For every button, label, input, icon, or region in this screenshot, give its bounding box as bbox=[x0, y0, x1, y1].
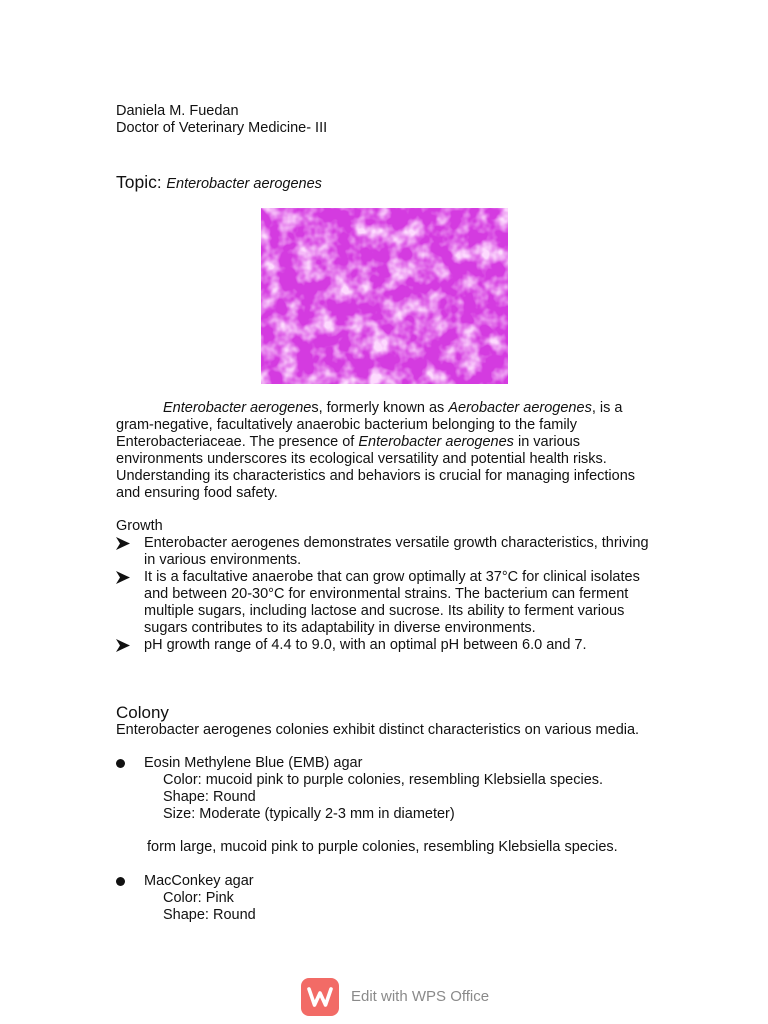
bullet-dot-icon bbox=[116, 877, 125, 886]
author-program: Doctor of Veterinary Medicine- III bbox=[116, 120, 328, 136]
macconkey-agar-block bbox=[116, 873, 676, 924]
wps-label: Edit with WPS Office bbox=[351, 988, 490, 1005]
growth-list bbox=[116, 535, 656, 654]
topic-line bbox=[116, 172, 322, 194]
topic-label: Topic bbox=[116, 172, 157, 192]
emb-color: Color: mucoid pink to purple colonies, resembling Klebsiella species. bbox=[163, 772, 604, 788]
macconkey-color: Color: Pink bbox=[163, 890, 234, 906]
arrow-bullet-icon bbox=[116, 537, 130, 550]
intro-italic-3: Enterobacter aerogenes bbox=[358, 434, 514, 450]
arrow-bullet-icon bbox=[116, 571, 130, 584]
emb-shape: Shape: Round bbox=[163, 789, 256, 805]
bullet-dot-icon bbox=[116, 759, 125, 768]
wps-logo-icon bbox=[301, 978, 339, 1016]
emb-agar-name: Eosin Methylene Blue (EMB) agar bbox=[116, 755, 676, 772]
intro-text-2: , is a gram-negative, facultatively anaerobic bacterium belonging to the family Enterobacteriaceae. The presence of bbox=[116, 400, 623, 450]
emb-agar-block bbox=[116, 755, 676, 823]
author-name: Daniela M. Fuedan bbox=[116, 103, 239, 119]
author-block bbox=[116, 103, 327, 137]
intro-paragraph bbox=[116, 400, 656, 502]
topic-colon: : bbox=[156, 173, 162, 192]
edit-with-wps-button[interactable] bbox=[301, 978, 501, 1018]
emb-size: Size: Moderate (typically 2-3 mm in diameter) bbox=[163, 806, 455, 822]
colony-note: form large, mucoid pink to purple colonies, resembling Klebsiella species. bbox=[147, 839, 618, 855]
intro-text-3: in various environments underscores its ecological versatility and potential health risks. Understanding its characteristics and behaviors is crucial for managing infections and ensuring food safety. bbox=[116, 434, 636, 501]
colony-intro: Enterobacter aerogenes colonies exhibit distinct characteristics on various media. bbox=[116, 722, 640, 738]
intro-text-1: s, formerly known as bbox=[311, 400, 449, 416]
list-item: pH growth range of 4.4 to 9.0, with an optimal pH between 6.0 and 7. bbox=[116, 637, 656, 654]
growth-heading: Growth bbox=[116, 518, 163, 534]
macconkey-agar-name: MacConkey agar bbox=[116, 873, 676, 890]
list-item: It is a facultative anaerobe that can grow optimally at 37°C for clinical isolates and between 20-30°C for environmental strains. The bacterium can ferment multiple sugars, including lactose and sucrose. Its ability to ferment various sugars contributes to its adaptability in diverse environments. bbox=[116, 569, 656, 637]
macconkey-shape: Shape: Round bbox=[163, 907, 256, 923]
micrograph-image bbox=[261, 208, 508, 384]
colony-heading: Colony bbox=[116, 703, 169, 722]
topic-value: Enterobacter aerogenes bbox=[166, 176, 322, 192]
intro-italic-1: Enterobacter aerogene bbox=[163, 400, 312, 416]
intro-italic-2: Aerobacter aerogenes bbox=[448, 400, 592, 416]
list-item: Enterobacter aerogenes demonstrates versatile growth characteristics, thriving in various environments. bbox=[116, 535, 656, 569]
arrow-bullet-icon bbox=[116, 639, 130, 652]
